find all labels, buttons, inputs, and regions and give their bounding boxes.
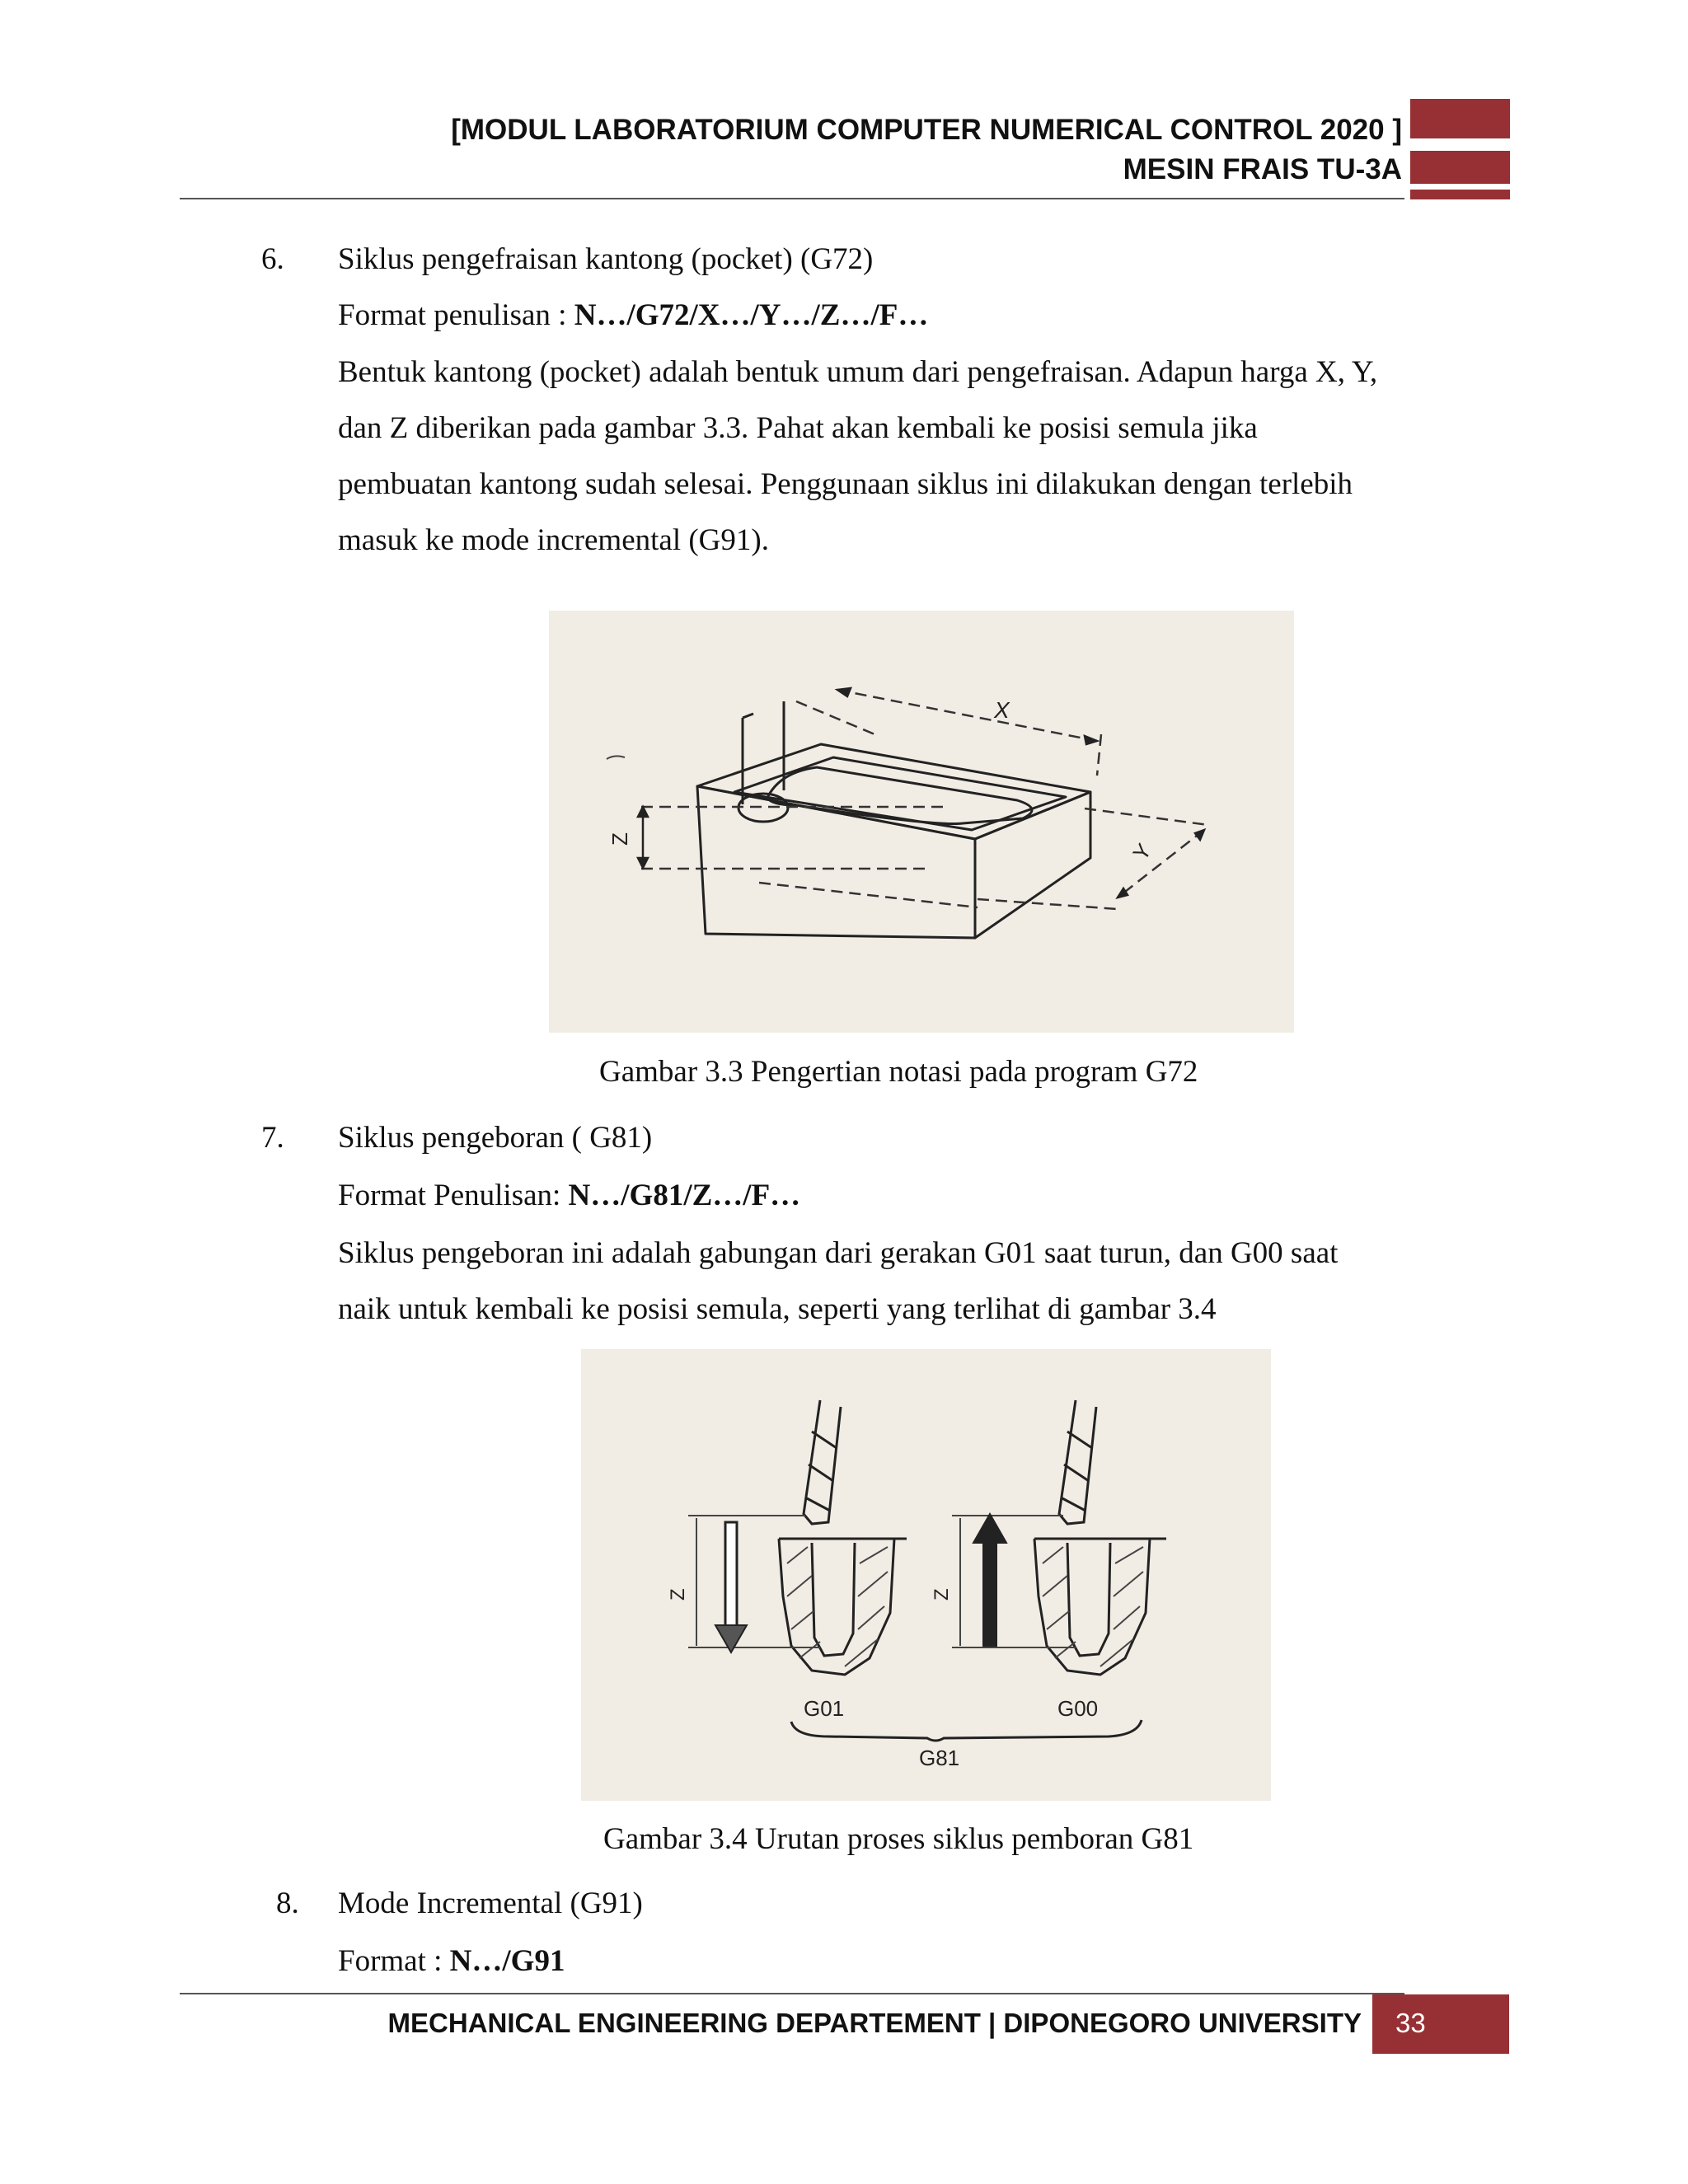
label-g81: G81 [919, 1746, 960, 1770]
figure-3-4-caption: Gambar 3.4 Urutan proses siklus pemboran G81 [603, 1822, 1194, 1856]
section-6-format-code: N…/G72/X…/Y…/Z…/F… [574, 298, 929, 332]
label-z-left: Z [667, 1588, 689, 1601]
y-ext-top [1085, 808, 1208, 825]
y-ext-bottom [978, 899, 1118, 909]
x-arrow-head-right [1085, 736, 1097, 744]
section-8-title: Mode Incremental (G91) [338, 1886, 643, 1920]
header-accent-bar-top [1410, 99, 1510, 138]
header-subtitle: MESIN FRAIS TU-3A [1123, 153, 1402, 185]
y-arrow-head-top [1195, 830, 1204, 840]
section-6-line-1: Bentuk kantong (pocket) adalah bentuk umum dari pengefraisan. Adapun harga X, Y, [338, 355, 1378, 389]
y-dimension-line [1118, 830, 1204, 898]
section-6-line-3: pembuatan kantong sudah selesai. Penggunaan siklus ini dilakukan dengan terlebih [338, 467, 1353, 501]
page-number: 33 [1395, 2008, 1426, 2038]
section-7-format-label: Format Penulisan: [338, 1179, 569, 1212]
figure-3-3-caption: Gambar 3.3 Pengertian notasi pada program G72 [599, 1055, 1198, 1089]
hidden-line [759, 883, 978, 907]
label-z: Z [607, 832, 632, 846]
header-title: [MODUL LABORATORIUM COMPUTER NUMERICAL CONTROL 2020 ] [451, 114, 1402, 146]
section-8-format-label: Format : [338, 1944, 450, 1978]
hole-left [812, 1543, 855, 1656]
header-rule [180, 198, 1404, 199]
header-accent-bar-bottom [1410, 151, 1510, 184]
figure-drilling-cycle [581, 1349, 1271, 1801]
g00-arrow-head [973, 1514, 1006, 1543]
x-ext-left [796, 701, 879, 736]
section-7-line-2: naik untuk kembali ke posisi semula, seperti yang terlihat di gambar 3.4 [338, 1292, 1217, 1326]
label-g00: G00 [1057, 1696, 1099, 1721]
z-arrow-head-bottom [638, 858, 648, 868]
page-number-box [1372, 1994, 1509, 2054]
label-y: Y [1128, 839, 1156, 865]
footer-text: MECHANICAL ENGINEERING DEPARTEMENT | DIPONEGORO UNIVERSITY [387, 2008, 1362, 2038]
header-accent-bar-strip [1410, 190, 1510, 199]
section-7-format [338, 1178, 800, 1214]
footer-rule [180, 1993, 1404, 1994]
x-arrow-head-left [837, 688, 851, 696]
section-8-number: 8. [276, 1886, 299, 1920]
pocket-diagram [549, 611, 1294, 1033]
section-6-line-4: masuk ke mode incremental (G91). [338, 523, 769, 557]
g01-arrow-shaft [725, 1522, 737, 1629]
section-6-line-2: dan Z diberikan pada gambar 3.3. Pahat akan kembali ke posisi semula jika [338, 411, 1258, 445]
g00-arrow-shaft [983, 1539, 996, 1646]
section-7-line-1: Siklus pengeboran ini adalah gabungan dari gerakan G01 saat turun, dan G00 saat [338, 1236, 1339, 1270]
g01-arrow-head [715, 1625, 747, 1652]
section-6-number: 6. [261, 242, 284, 276]
section-7-format-code: N…/G81/Z…/F… [568, 1179, 801, 1212]
section-8-format-code: N…/G91 [449, 1944, 565, 1978]
label-g01: G01 [804, 1696, 845, 1721]
tool-top [743, 714, 753, 718]
section-7-number: 7. [261, 1121, 284, 1155]
block-side-face [975, 792, 1090, 938]
stray-mark [607, 756, 625, 759]
section-6-format-label: Format penulisan : [338, 298, 574, 332]
hole-right [1067, 1543, 1110, 1656]
section-7-title: Siklus pengeboran ( G81) [338, 1121, 653, 1155]
x-dimension-line [837, 690, 1097, 741]
z-arrow-head-top [638, 807, 648, 817]
label-x: X [994, 697, 1010, 723]
section-6-format [338, 298, 928, 334]
label-z-right: Z [931, 1588, 953, 1601]
section-8-format [338, 1943, 565, 1980]
g81-bracket [791, 1720, 1142, 1741]
section-6-title: Siklus pengefraisan kantong (pocket) (G72) [338, 242, 874, 276]
figure-pocket-milling [549, 611, 1294, 1033]
drilling-diagram [581, 1349, 1271, 1801]
